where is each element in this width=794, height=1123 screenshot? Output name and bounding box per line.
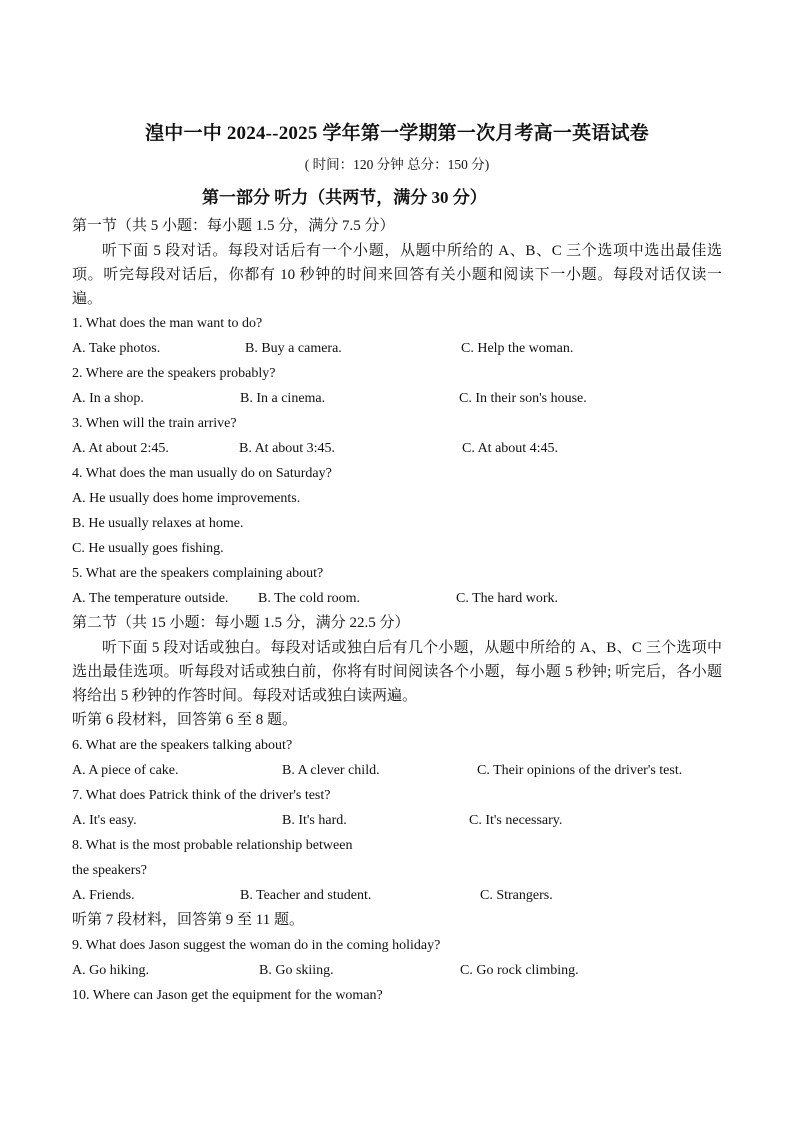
q8-stem-line2: the speakers? [72, 863, 148, 878]
q8-option-b: B. Teacher and student. [240, 888, 372, 903]
q7-stem: 7. What does Patrick think of the driver's test? [72, 788, 331, 803]
q8-stem-line1: 8. What is the most probable relationship between [72, 838, 353, 853]
material6-note: 听第 6 段材料，回答第 6 至 8 题。 [72, 712, 298, 728]
q7-option-a: A. It's easy. [72, 813, 137, 828]
q8-option-a: A. Friends. [72, 888, 135, 903]
q9-stem: 9. What does Jason suggest the woman do in the coming holiday? [72, 938, 441, 953]
q2-stem: 2. Where are the speakers probably? [72, 366, 276, 381]
q1-stem: 1. What does the man want to do? [72, 316, 263, 331]
exam-page [72, 118, 722, 1008]
q4-option-b: B. He usually relaxes at home. [72, 516, 244, 531]
q5-option-b: B. The cold room. [258, 591, 361, 606]
q8-option-c: C. Strangers. [480, 888, 553, 903]
q3-stem: 3. When will the train arrive? [72, 416, 237, 431]
q9-option-b: B. Go skiing. [259, 963, 334, 978]
exam-title: 湟中一中 2024--2025 学年第一学期第一次月考高一英语试卷 [145, 123, 649, 144]
section2-heading: 第二节（共 15 小题：每小题 1.5 分，满分 22.5 分） [72, 615, 410, 631]
q6-option-c: C. Their opinions of the driver's test. [477, 763, 683, 778]
q7-option-c: C. It's necessary. [469, 813, 563, 828]
q1-option-b: B. Buy a camera. [245, 341, 342, 356]
q4-stem: 4. What does the man usually do on Saturday? [72, 466, 332, 481]
q4-option-c: C. He usually goes fishing. [72, 541, 224, 556]
q3-options [72, 436, 722, 461]
section1-heading: 第一节（共 5 小题：每小题 1.5 分，满分 7.5 分） [72, 218, 395, 234]
q3-option-b: B. At about 3:45. [239, 441, 336, 456]
q2-options [72, 386, 722, 411]
exam-time-score: ( 时间：120 分钟 总分：150 分) [304, 157, 490, 172]
q9-option-a: A. Go hiking. [72, 963, 149, 978]
q9-option-c: C. Go rock climbing. [460, 963, 579, 978]
q1-option-a: A. Take photos. [72, 341, 161, 356]
q8-options [72, 883, 722, 908]
q4-option-a: A. He usually does home improvements. [72, 491, 301, 506]
q7-option-b: B. It's hard. [282, 813, 347, 828]
section1-instructions: 听下面 5 段对话。每段对话后有一个小题，从题中所给的 A、B、C 三个选项中选出最佳选项。听完每段对话后，你都有 10 秒钟的时间来回答有关小题和阅读下一小题。每段对话仅读一遍。 [72, 243, 722, 307]
material7-note: 听第 7 段材料，回答第 9 至 11 题。 [72, 912, 304, 928]
q5-stem: 5. What are the speakers complaining about? [72, 566, 324, 581]
q6-options [72, 758, 722, 783]
q6-option-a: A. A piece of cake. [72, 763, 179, 778]
q2-option-c: C. In their son's house. [459, 391, 587, 406]
q1-options [72, 336, 722, 361]
q5-options [72, 586, 722, 611]
q6-stem: 6. What are the speakers talking about? [72, 738, 293, 753]
q3-option-a: A. At about 2:45. [72, 441, 169, 456]
q5-option-a: A. The temperature outside. [72, 591, 229, 606]
q7-options [72, 808, 722, 833]
q10-stem: 10. Where can Jason get the equipment for the woman? [72, 988, 383, 1003]
q6-option-b: B. A clever child. [282, 763, 380, 778]
q1-option-c: C. Help the woman. [461, 341, 574, 356]
q2-option-b: B. In a cinema. [240, 391, 326, 406]
part1-heading: 第一部分 听力（共两节，满分 30 分） [202, 188, 487, 207]
section2-instructions: 听下面 5 段对话或独白。每段对话或独白后有几个小题，从题中所给的 A、B、C 三个选项中选出最佳选项。听每段对话或独白前，你将有时间阅读各个小题，每小题 5 秒钟; 听完后，各小题将给出 5 秒钟的作答时间。每段对话或独白读两遍。 [72, 640, 722, 704]
q5-option-c: C. The hard work. [456, 591, 558, 606]
q2-option-a: A. In a shop. [72, 391, 144, 406]
q9-options [72, 958, 722, 983]
q3-option-c: C. At about 4:45. [462, 441, 559, 456]
